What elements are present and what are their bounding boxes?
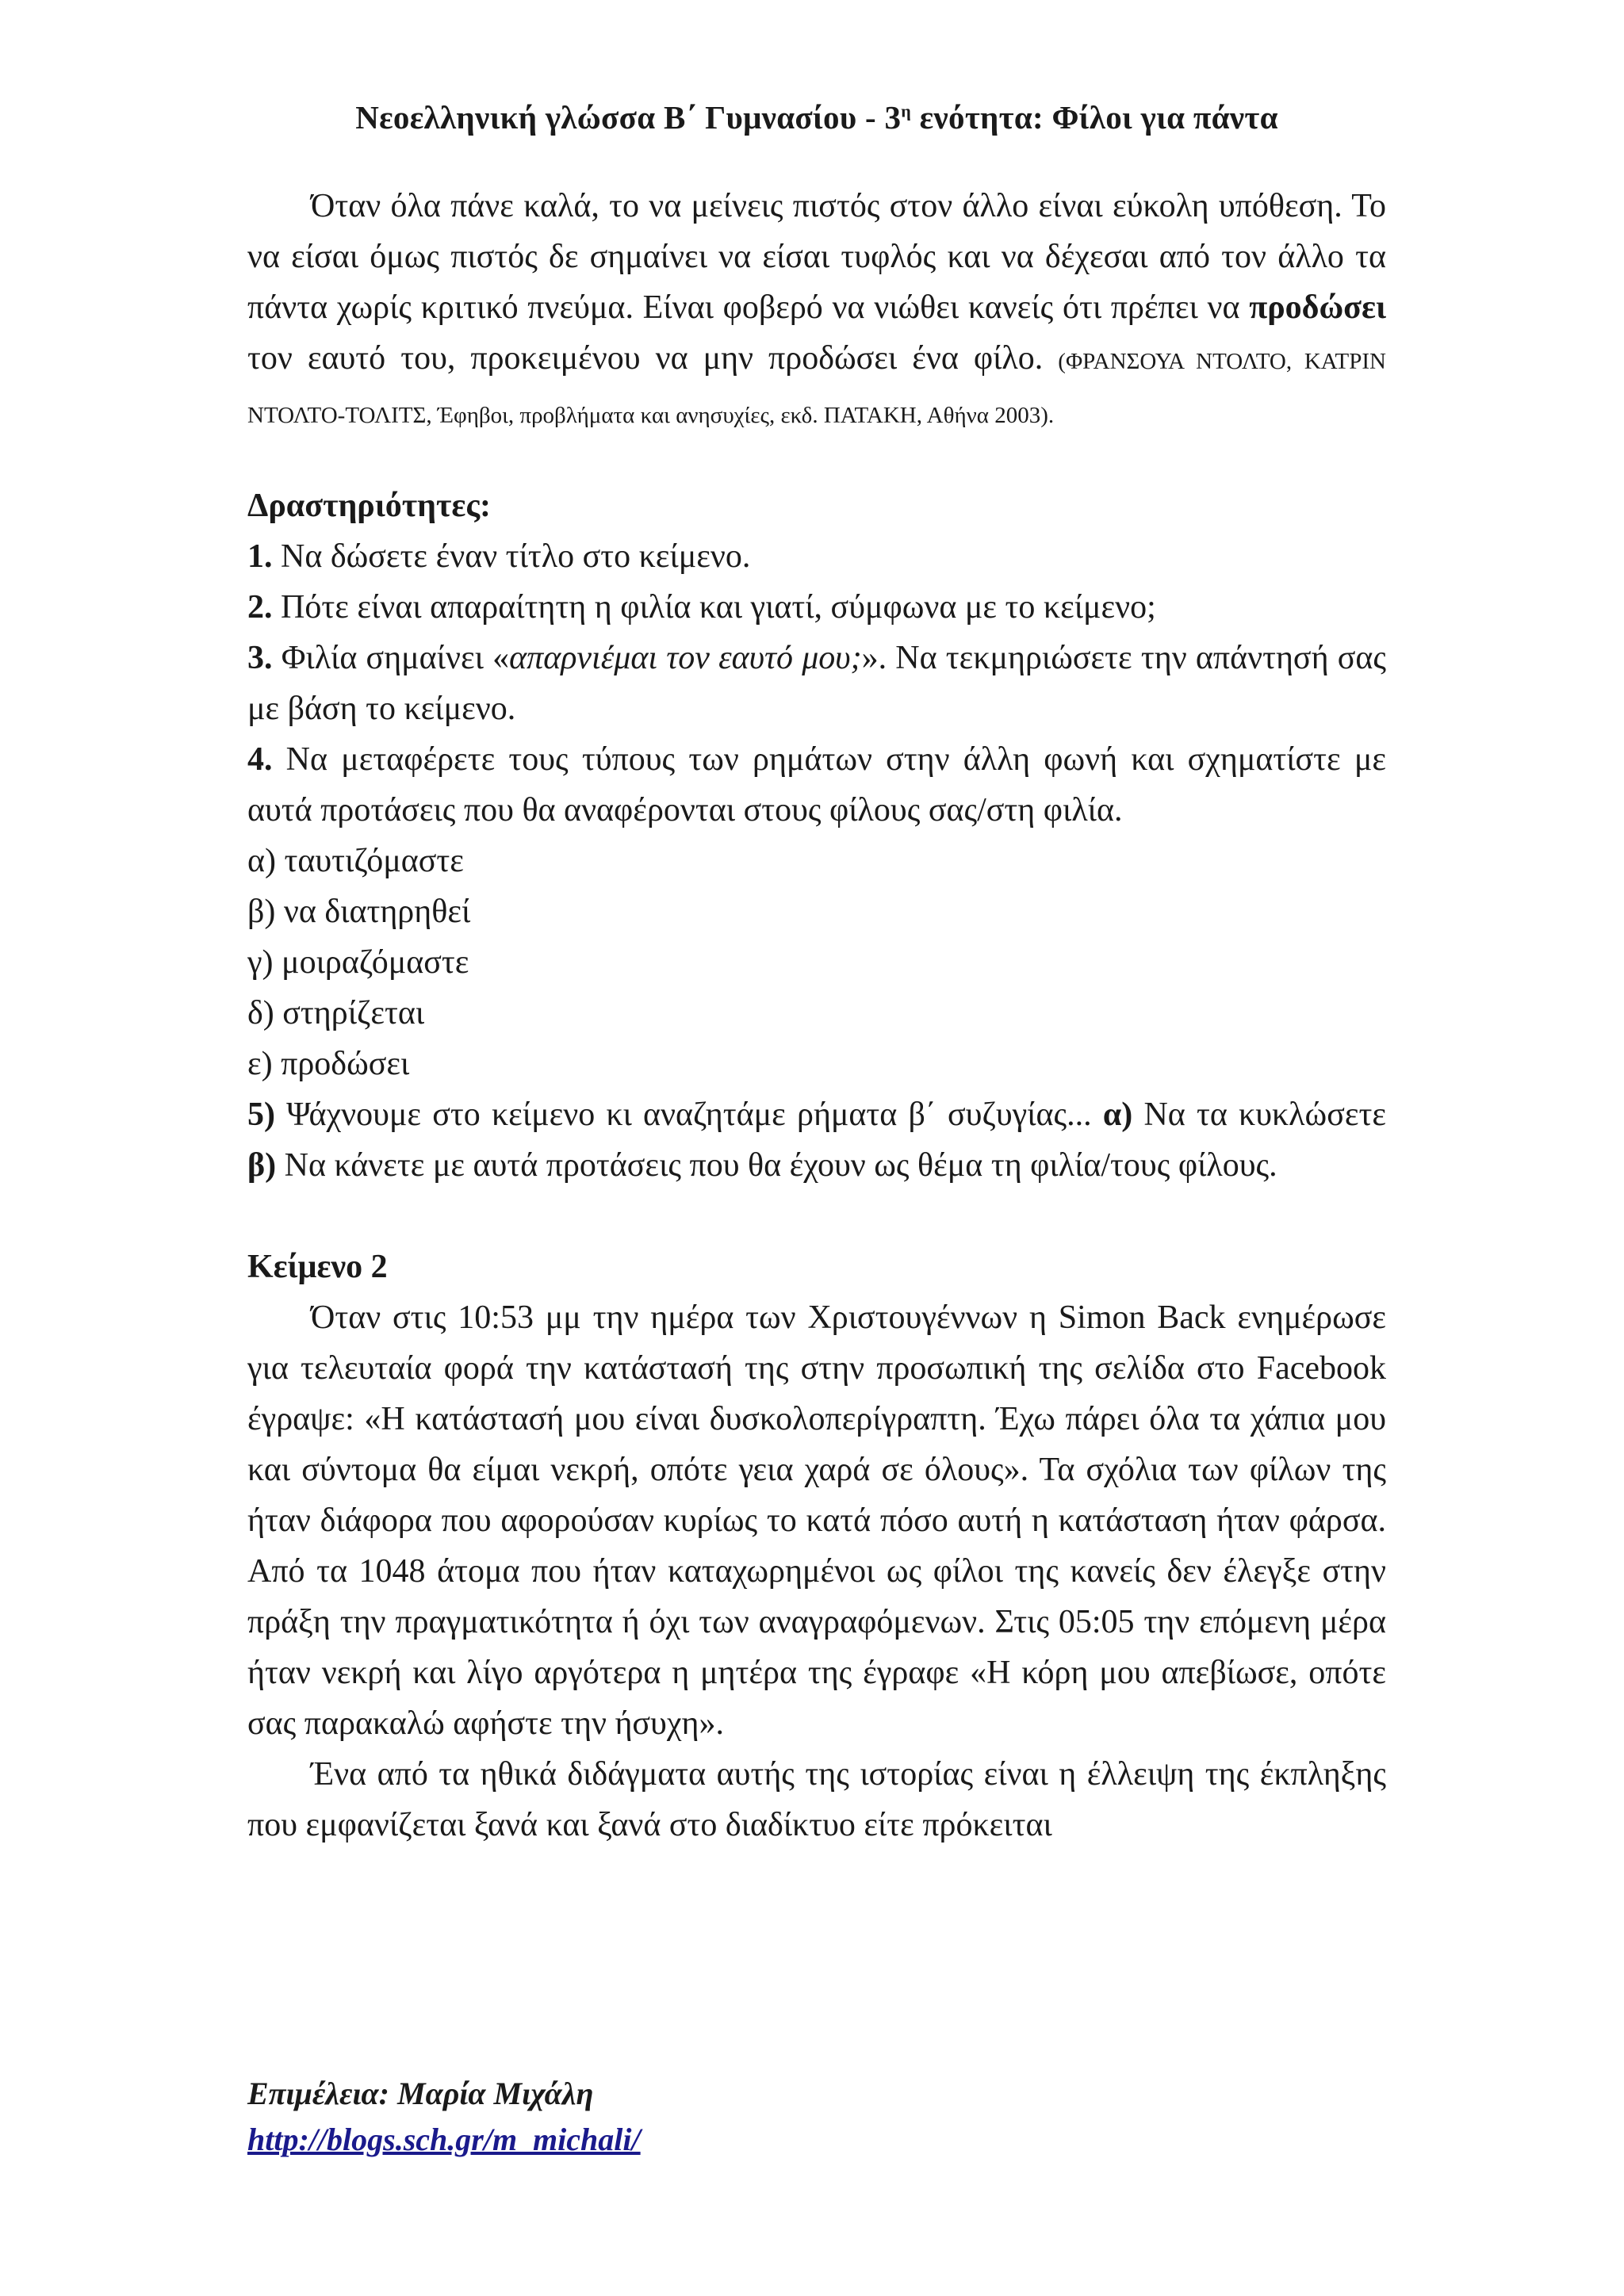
question-1: 1. Να δώσετε έναν τίτλο στο κείμενο. (247, 538, 751, 575)
question-4-item: δ) στηρίζεται (247, 995, 425, 1031)
text1-paragraph: Όταν όλα πάνε καλά, το να μείνεις πιστός στον άλλο είναι εύκολη υπόθεση. Το να είσαι όμως πιστός δε σημαίνει να είσαι τυφλός και να δέχεσαι από τον άλλο τα πάντα χωρίς κριτικό πνεύμα. Είναι φοβερό να νιώθει κανείς ότι πρέπει να προδώσει τον εαυτό του, προκειμένου να μην προδώσει ένα φίλο. (ΦΡΑΝΣΟΥΑ ΝΤΟΛΤΟ, ΚΑΤΡΙΝ ΝΤΟΛΤΟ-ΤΟΛΙΤΣ, Έφηβοι, προβλήματα και ανησυχίες, εκδ. ΠΑΤΑΚΗ, Αθήνα 2003). (247, 188, 1386, 428)
page-title: Νεοελληνική γλώσσα Β΄ Γυμνασίου - $3^\eta$ ενότητα: Φίλοι για πάντα (355, 99, 1278, 136)
text1-reference: (ΦΡΑΝΣΟΥΑ ΝΤΟΛΤΟ, ΚΑΤΡΙΝ ΝΤΟΛΤΟ-ΤΟΛΙΤΣ, Έφηβοι, προβλήματα και ανησυχίες, εκδ. ΠΑΤΑΚΗ, Αθήνα 2003). (247, 349, 1386, 428)
question-4-item: β) να διατηρηθεί (247, 894, 471, 930)
text2-heading: Κείμενο 2 (247, 1249, 388, 1285)
highlighted-word: προδώσει (1249, 289, 1386, 326)
question-2: 2. Πότε είναι απαραίτητη η φιλία και γιατί, σύμφωνα με το κείμενο; (247, 589, 1156, 626)
question-4-item: α) ταυτιζόμαστε (247, 843, 464, 879)
footer (247, 2071, 641, 2163)
page-content (247, 98, 1386, 1850)
footer-editor: Επιμέλεια: Μαρία Μιχάλη (247, 2076, 594, 2111)
question-4-item: γ) μοιραζόμαστε (247, 944, 469, 981)
footer-blog-link[interactable]: http://blogs.sch.gr/m_michali/ (247, 2122, 641, 2157)
question-4-item: ε) προδώσει (247, 1046, 410, 1082)
question-5: 5) Ψάχνουμε στο κείμενο κι αναζητάμε ρήματα β΄ συζυγίας... α) Να τα κυκλώσετε β) Να κάνετε με αυτά προτάσεις που θα έχουν ως θέμα τη φιλία/τους φίλους. (247, 1096, 1386, 1184)
text2-paragraph-2: Ένα από τα ηθικά διδάγματα αυτής της ιστορίας είναι η έλλειψη της έκπληξης που εμφανίζεται ξανά και ξανά στο διαδίκτυο είτε πρόκειται (247, 1756, 1386, 1843)
question-4: 4. Να μεταφέρετε τους τύπους των ρημάτων στην άλλη φωνή και σχηματίστε με αυτά προτάσεις που θα αναφέρονται στους φίλους σας/στη φιλία. (247, 741, 1386, 828)
text2-paragraph-1: Όταν στις 10:53 μμ την ημέρα των Χριστουγέννων η Simon Back ενημέρωσε για τελευταία φορά την κατάστασή της στην προσωπική της σελίδα στο Facebook έγραψε: «Η κατάστασή μου είναι δυσκολοπερίγραπτη. Έχω πάρει όλα τα χάπια μου και σύντομα θα είμαι νεκρή, οπότε γεια χαρά σε όλους». Τα σχόλια των φίλων της ήταν διάφορα που αφορούσαν κυρίως το κατά πόσο αυτή η κατάσταση ήταν φάρσα. Από τα 1048 άτομα που ήταν καταχωρημένοι ως φίλοι της κανείς δεν έλεγξε στην πράξη την πραγματικότητα ή όχι των αναγραφόμενων. Στις 05:05 την επόμενη μέρα ήταν νεκρή και λίγο αργότερα η μητέρα της έγραφε «Η κόρη μου απεβίωσε, οπότε σας παρακαλώ αφήστε την ήσυχη». (247, 1299, 1386, 1742)
question-3: 3. Φιλία σημαίνει «απαρνιέμαι τον εαυτό μου;». Να τεκμηριώσετε την απάντησή σας με βάση το κείμενο. (247, 640, 1387, 727)
activities-heading: Δραστηριότητες: (247, 488, 492, 524)
